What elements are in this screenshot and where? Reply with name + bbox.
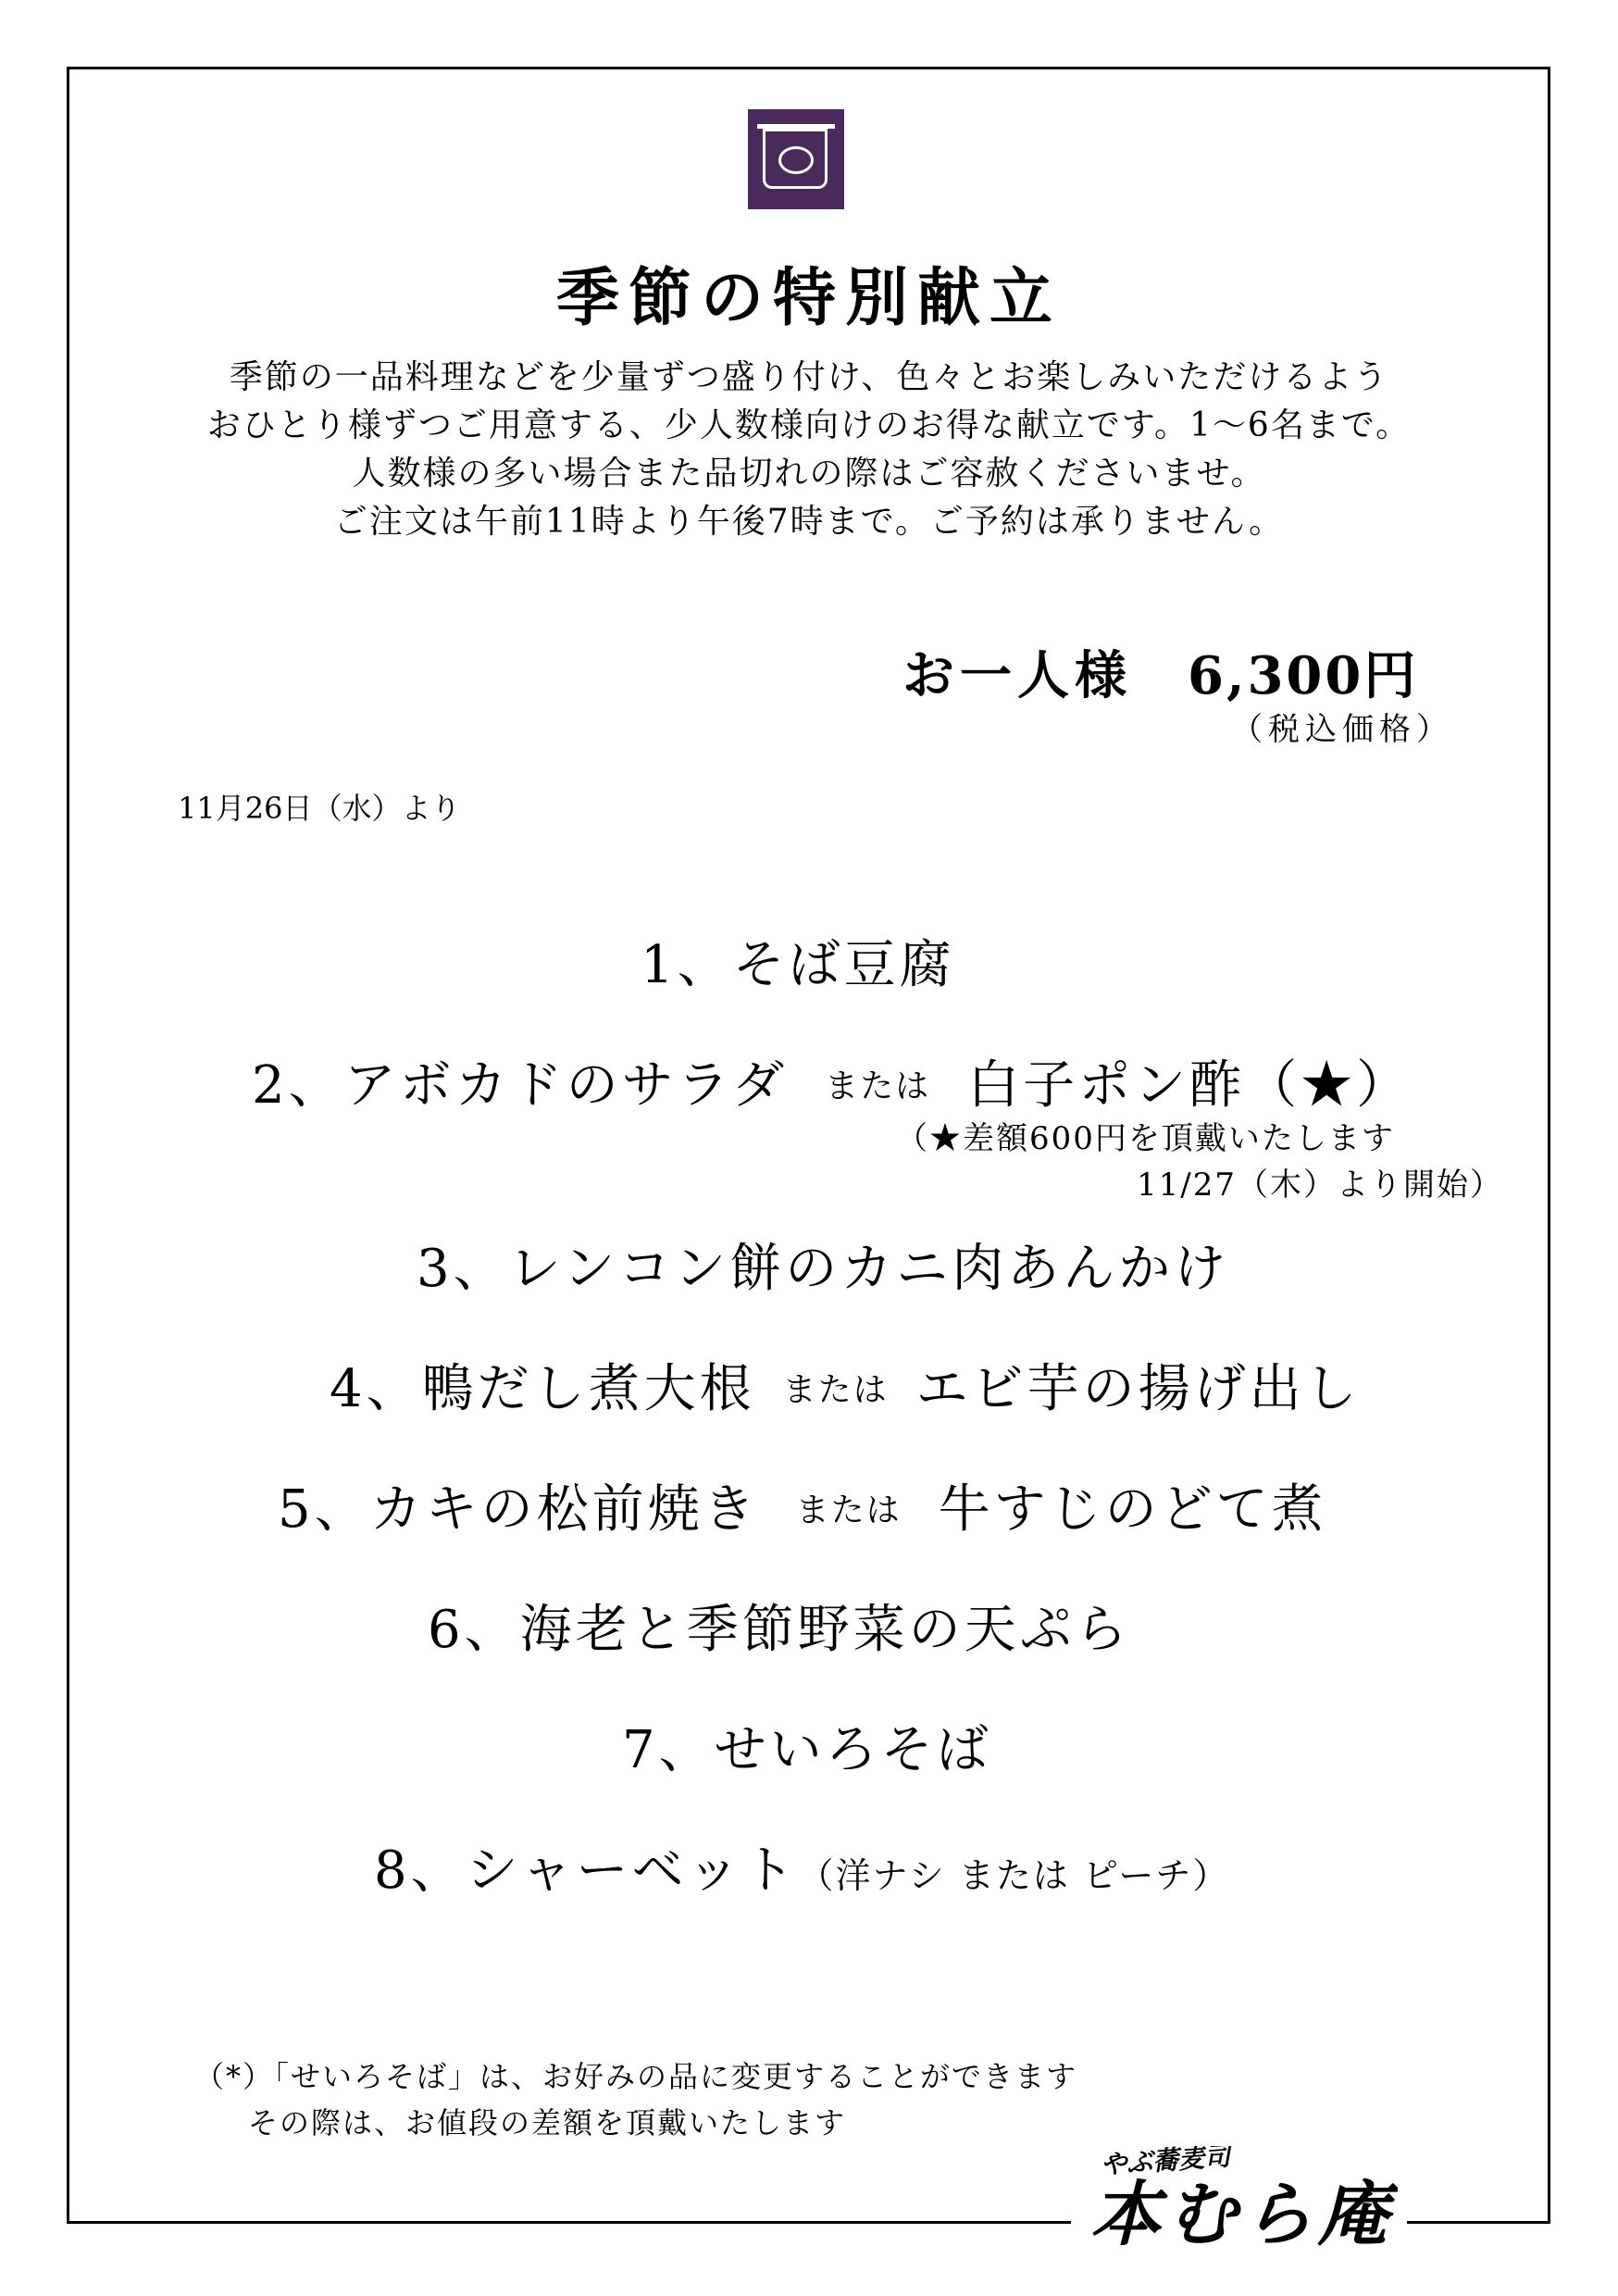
page-title: 季節の特別献立 — [555, 261, 1062, 335]
menu-item-3: 3、レンコン餅のカニ肉あんかけ — [417, 1239, 1230, 1299]
intro-line: おひとり様ずつご用意する、少人数様向けのお得な献立です。1〜6名まで。 — [206, 406, 1412, 444]
footnote-line-1: （*）「せいろそば」は、お好みの品に変更することができます — [194, 2059, 1078, 2094]
signature-calligraphy-icon — [1083, 2146, 1398, 2248]
price-row — [902, 635, 1495, 709]
surcharge-note: （★差額600円を頂戴いたします — [896, 1120, 1395, 1157]
menu-item-alt: エビ芋の揚げ出し — [915, 1359, 1361, 1419]
footnote-line-2: その際は、お値段の差額を頂戴いたします — [248, 2105, 847, 2140]
price-value: 6,300円 — [1188, 645, 1419, 706]
menu-item-2 — [252, 1044, 1412, 1118]
intro-line: 季節の一品料理などを少量ずつ盛り付け、色々とお楽しみいただけるよう — [229, 358, 1389, 396]
menu-item-8 — [374, 1829, 1229, 1903]
intro-line: 人数様の多い場合また品切れの際はご容赦くださいませ。 — [352, 455, 1266, 493]
menu-item-5 — [278, 1468, 1327, 1542]
menu-item-7: 7、せいろそば — [622, 1720, 992, 1780]
menu-item-1: 1、そば豆腐 — [641, 935, 955, 995]
intro-line: ご注文は午前11時より午後7時まで。ご予約は承りません。 — [333, 503, 1285, 541]
signature-small: やぶ蕎麦司 — [1100, 2146, 1232, 2180]
or-label: または — [782, 1371, 889, 1409]
bottom-rule-left — [67, 2221, 1071, 2224]
soba-cup-crest-icon — [748, 109, 844, 209]
price-note: （税込価格） — [1231, 711, 1453, 748]
menu-item-alt: 牛すじのどて煮 — [938, 1479, 1327, 1540]
menu-item-main: 5、カキの松前焼き — [278, 1479, 759, 1540]
menu-item-main: 2、アボカドのサラダ — [252, 1055, 789, 1116]
surcharge-start: 11/27（木）より開始） — [1137, 1167, 1503, 1204]
menu-item-alt: 白子ポン酢（★） — [967, 1055, 1413, 1116]
start-date: 11月26日（水）より — [178, 791, 461, 826]
menu-item-sub: （洋ナシ または ピーチ） — [798, 1855, 1230, 1896]
menu-item-4 — [330, 1348, 1361, 1422]
shop-signature — [1083, 2146, 1398, 2248]
signature-large: 本むら庵 — [1090, 2173, 1394, 2248]
intro-text — [0, 354, 1618, 546]
or-label: または — [795, 1491, 902, 1529]
menu-item-main: 8、シャーベット — [374, 1841, 799, 1901]
menu-item-6: 6、海老と季節野菜の天ぷら — [428, 1600, 1131, 1660]
bottom-rule-right — [1407, 2221, 1550, 2224]
price-label: お一人様 — [902, 645, 1132, 706]
or-label: または — [825, 1067, 931, 1105]
menu-item-main: 4、鴨だし煮大根 — [330, 1359, 755, 1419]
